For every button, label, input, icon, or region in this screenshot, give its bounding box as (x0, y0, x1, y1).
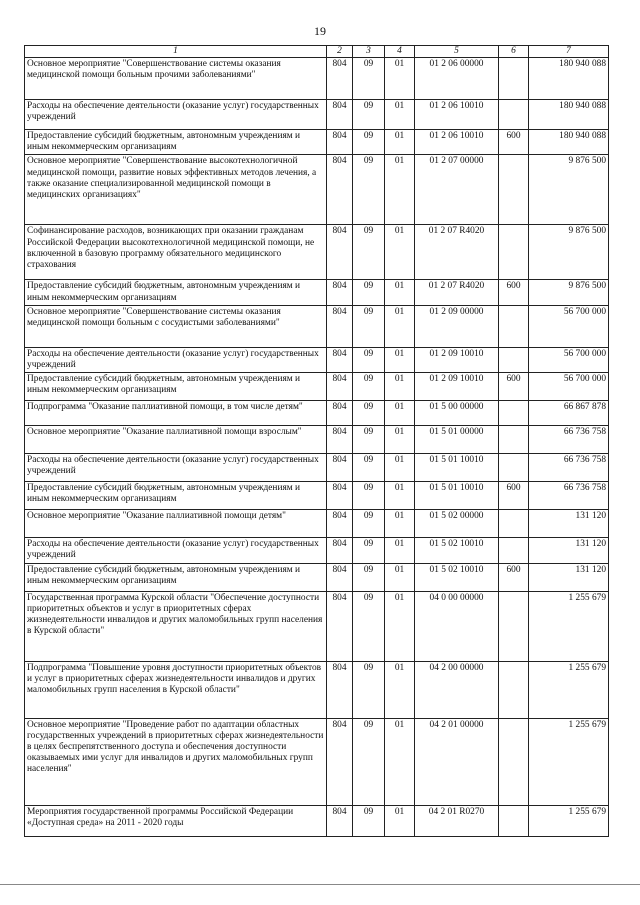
row-code-cell: 04 0 00 00000 (415, 591, 499, 661)
column-header: 4 (385, 46, 415, 58)
row-name-cell: Основное мероприятие "Совершенствование высокотехнологичной медицинской помощи, развитие новых эффективных методов лечения, а также оказание специализированной медицинской помощи в медицинских организациях" (25, 155, 327, 225)
row-code-cell: 600 (499, 373, 529, 401)
row-code-cell: 09 (353, 454, 385, 482)
row-code-cell: 01 5 02 00000 (415, 510, 499, 538)
row-code-cell: 600 (499, 130, 529, 155)
row-code-cell: 804 (327, 591, 353, 661)
row-code-cell: 01 2 06 00000 (415, 58, 499, 100)
row-amount-cell: 1 255 679 (529, 661, 609, 718)
row-code-cell: 01 5 00 00000 (415, 401, 499, 426)
row-code-cell (499, 510, 529, 538)
row-code-cell: 01 (385, 373, 415, 401)
row-code-cell: 04 2 01 R0270 (415, 805, 499, 836)
row-code-cell: 09 (353, 305, 385, 347)
table-row (25, 591, 609, 661)
row-code-cell: 09 (353, 100, 385, 130)
row-code-cell (499, 591, 529, 661)
row-amount-cell: 1 255 679 (529, 805, 609, 836)
row-name-cell: Основное мероприятие "Оказание паллиативной помощи детям" (25, 510, 327, 538)
row-name-cell: Мероприятия государственной программы Российской Федерации «Доступная среда» на 2011 - 2020 годы (25, 805, 327, 836)
row-name-cell: Государственная программа Курской области "Обеспечение доступности приоритетных объектов и услуг в приоритетных сферах жизнедеятельности инвалидов и других маломобильных групп населения в Курской области" (25, 591, 327, 661)
table-row (25, 130, 609, 155)
column-header: 2 (327, 46, 353, 58)
row-code-cell (499, 347, 529, 372)
row-code-cell: 09 (353, 805, 385, 836)
row-code-cell: 09 (353, 591, 385, 661)
column-header: 1 (25, 46, 327, 58)
row-code-cell: 01 (385, 280, 415, 305)
row-code-cell: 804 (327, 718, 353, 805)
table-row (25, 661, 609, 718)
row-code-cell: 01 (385, 426, 415, 454)
row-code-cell: 09 (353, 58, 385, 100)
row-name-cell: Расходы на обеспечение деятельности (оказание услуг) государственных учреждений (25, 454, 327, 482)
row-amount-cell: 131 120 (529, 538, 609, 563)
row-code-cell (499, 426, 529, 454)
row-code-cell: 804 (327, 373, 353, 401)
table-row (25, 454, 609, 482)
budget-table (24, 45, 609, 837)
row-code-cell: 01 (385, 225, 415, 280)
table-row (25, 805, 609, 836)
row-code-cell: 804 (327, 510, 353, 538)
row-name-cell: Расходы на обеспечение деятельности (оказание услуг) государственных учреждений (25, 100, 327, 130)
table-row (25, 401, 609, 426)
row-name-cell: Подпрограмма "Повышение уровня доступности приоритетных объектов и услуг в приоритетных сферах жизнедеятельности инвалидов и других маломобильных групп населения в Курской области" (25, 661, 327, 718)
row-code-cell: 804 (327, 347, 353, 372)
row-code-cell: 01 (385, 563, 415, 591)
row-code-cell: 01 (385, 401, 415, 426)
row-name-cell: Подпрограмма "Оказание паллиативной помощи, в том числе детям" (25, 401, 327, 426)
row-code-cell: 804 (327, 305, 353, 347)
table-row (25, 280, 609, 305)
table-row (25, 155, 609, 225)
row-code-cell: 01 5 01 00000 (415, 426, 499, 454)
row-amount-cell: 131 120 (529, 563, 609, 591)
row-amount-cell: 180 940 088 (529, 100, 609, 130)
row-amount-cell: 9 876 500 (529, 280, 609, 305)
row-code-cell: 01 (385, 305, 415, 347)
row-code-cell: 804 (327, 58, 353, 100)
row-name-cell: Основное мероприятие "Совершенствование системы оказания медицинской помощи больным прочими заболеваниями" (25, 58, 327, 100)
row-amount-cell: 56 700 000 (529, 305, 609, 347)
row-code-cell: 01 (385, 454, 415, 482)
row-code-cell: 01 (385, 510, 415, 538)
table-row (25, 100, 609, 130)
row-name-cell: Расходы на обеспечение деятельности (оказание услуг) государственных учреждений (25, 538, 327, 563)
table-row (25, 347, 609, 372)
row-code-cell: 01 (385, 538, 415, 563)
row-code-cell (499, 305, 529, 347)
column-header: 6 (499, 46, 529, 58)
row-code-cell: 09 (353, 482, 385, 510)
row-amount-cell: 9 876 500 (529, 225, 609, 280)
row-code-cell: 09 (353, 718, 385, 805)
row-amount-cell: 66 736 758 (529, 482, 609, 510)
row-code-cell: 804 (327, 454, 353, 482)
column-header: 3 (353, 46, 385, 58)
row-code-cell: 09 (353, 538, 385, 563)
table-row (25, 482, 609, 510)
table-row (25, 225, 609, 280)
row-code-cell: 04 2 00 00000 (415, 661, 499, 718)
row-code-cell: 04 2 01 00000 (415, 718, 499, 805)
row-code-cell: 01 2 09 00000 (415, 305, 499, 347)
row-code-cell: 01 2 09 10010 (415, 373, 499, 401)
row-name-cell: Предоставление субсидий бюджетным, автономным учреждениям и иным некоммерческим организациям (25, 373, 327, 401)
row-code-cell: 804 (327, 563, 353, 591)
table-row (25, 373, 609, 401)
row-amount-cell: 66 867 878 (529, 401, 609, 426)
row-code-cell: 01 (385, 591, 415, 661)
row-name-cell: Основное мероприятие "Совершенствование системы оказания медицинской помощи больным с сосудистыми заболеваниями" (25, 305, 327, 347)
row-code-cell: 01 (385, 805, 415, 836)
row-code-cell: 01 5 01 10010 (415, 454, 499, 482)
row-code-cell: 804 (327, 661, 353, 718)
row-code-cell: 09 (353, 563, 385, 591)
row-name-cell: Предоставление субсидий бюджетным, автономным учреждениям и иным некоммерческим организациям (25, 482, 327, 510)
row-code-cell: 09 (353, 426, 385, 454)
row-code-cell: 01 (385, 661, 415, 718)
row-amount-cell: 56 700 000 (529, 347, 609, 372)
row-amount-cell: 1 255 679 (529, 591, 609, 661)
row-code-cell (499, 100, 529, 130)
table-body (25, 58, 609, 837)
row-code-cell: 600 (499, 563, 529, 591)
row-code-cell: 804 (327, 130, 353, 155)
row-code-cell: 804 (327, 155, 353, 225)
row-code-cell: 804 (327, 805, 353, 836)
row-code-cell: 01 2 06 10010 (415, 100, 499, 130)
page-number: 19 (314, 24, 326, 38)
row-code-cell: 01 (385, 58, 415, 100)
row-code-cell: 600 (499, 280, 529, 305)
row-code-cell: 804 (327, 401, 353, 426)
row-code-cell: 01 2 06 10010 (415, 130, 499, 155)
row-code-cell: 01 5 01 10010 (415, 482, 499, 510)
row-code-cell (499, 454, 529, 482)
row-amount-cell: 180 940 088 (529, 130, 609, 155)
row-amount-cell: 66 736 758 (529, 426, 609, 454)
row-code-cell: 01 (385, 718, 415, 805)
row-code-cell: 01 2 07 R4020 (415, 225, 499, 280)
row-code-cell: 804 (327, 100, 353, 130)
row-amount-cell: 180 940 088 (529, 58, 609, 100)
row-code-cell (499, 58, 529, 100)
row-code-cell: 01 2 09 10010 (415, 347, 499, 372)
row-amount-cell: 56 700 000 (529, 373, 609, 401)
row-name-cell: Предоставление субсидий бюджетным, автономным учреждениям и иным некоммерческим организациям (25, 130, 327, 155)
row-code-cell: 09 (353, 401, 385, 426)
row-name-cell: Предоставление субсидий бюджетным, автономным учреждениям и иным некоммерческим организациям (25, 563, 327, 591)
row-code-cell: 01 5 02 10010 (415, 563, 499, 591)
table-row (25, 563, 609, 591)
row-code-cell: 01 2 07 00000 (415, 155, 499, 225)
row-amount-cell: 131 120 (529, 510, 609, 538)
table-row (25, 718, 609, 805)
row-code-cell: 804 (327, 280, 353, 305)
row-code-cell: 01 (385, 155, 415, 225)
column-header: 5 (415, 46, 499, 58)
row-name-cell: Расходы на обеспечение деятельности (оказание услуг) государственных учреждений (25, 347, 327, 372)
row-name-cell: Софинансирование расходов, возникающих при оказании гражданам Российской Федерации высокотехнологичной медицинской помощи, не включенной в базовую программу обязательного медицинского страхования (25, 225, 327, 280)
row-code-cell: 01 2 07 R4020 (415, 280, 499, 305)
row-code-cell: 09 (353, 130, 385, 155)
row-code-cell: 09 (353, 155, 385, 225)
row-code-cell (499, 155, 529, 225)
table-row (25, 58, 609, 100)
row-code-cell: 09 (353, 225, 385, 280)
row-code-cell (499, 401, 529, 426)
row-code-cell: 804 (327, 538, 353, 563)
row-code-cell: 01 (385, 482, 415, 510)
row-amount-cell: 66 736 758 (529, 454, 609, 482)
row-name-cell: Основное мероприятие "Оказание паллиативной помощи взрослым" (25, 426, 327, 454)
page-bottom-divider (0, 884, 640, 885)
table-row (25, 538, 609, 563)
row-amount-cell: 9 876 500 (529, 155, 609, 225)
row-code-cell: 09 (353, 280, 385, 305)
row-code-cell: 09 (353, 347, 385, 372)
row-code-cell: 804 (327, 426, 353, 454)
row-code-cell (499, 538, 529, 563)
row-code-cell: 01 (385, 100, 415, 130)
row-code-cell: 09 (353, 510, 385, 538)
row-code-cell (499, 805, 529, 836)
row-code-cell: 01 (385, 130, 415, 155)
row-code-cell: 01 (385, 347, 415, 372)
header-row (25, 46, 609, 58)
row-code-cell: 09 (353, 661, 385, 718)
row-code-cell: 01 5 02 10010 (415, 538, 499, 563)
table-row (25, 510, 609, 538)
row-code-cell (499, 718, 529, 805)
row-amount-cell: 1 255 679 (529, 718, 609, 805)
table-row (25, 305, 609, 347)
row-code-cell: 600 (499, 482, 529, 510)
row-code-cell: 804 (327, 482, 353, 510)
row-code-cell (499, 661, 529, 718)
row-code-cell: 09 (353, 373, 385, 401)
column-header: 7 (529, 46, 609, 58)
row-code-cell: 804 (327, 225, 353, 280)
row-name-cell: Основное мероприятие "Проведение работ по адаптации областных государственных учреждений в приоритетных сферах жизнедеятельности в целях беспрепятственного доступа и обеспечения доступности оказываемых ими услуг для инвалидов и других маломобильных групп населения" (25, 718, 327, 805)
row-code-cell (499, 225, 529, 280)
row-name-cell: Предоставление субсидий бюджетным, автономным учреждениям и иным некоммерческим организациям (25, 280, 327, 305)
table-row (25, 426, 609, 454)
